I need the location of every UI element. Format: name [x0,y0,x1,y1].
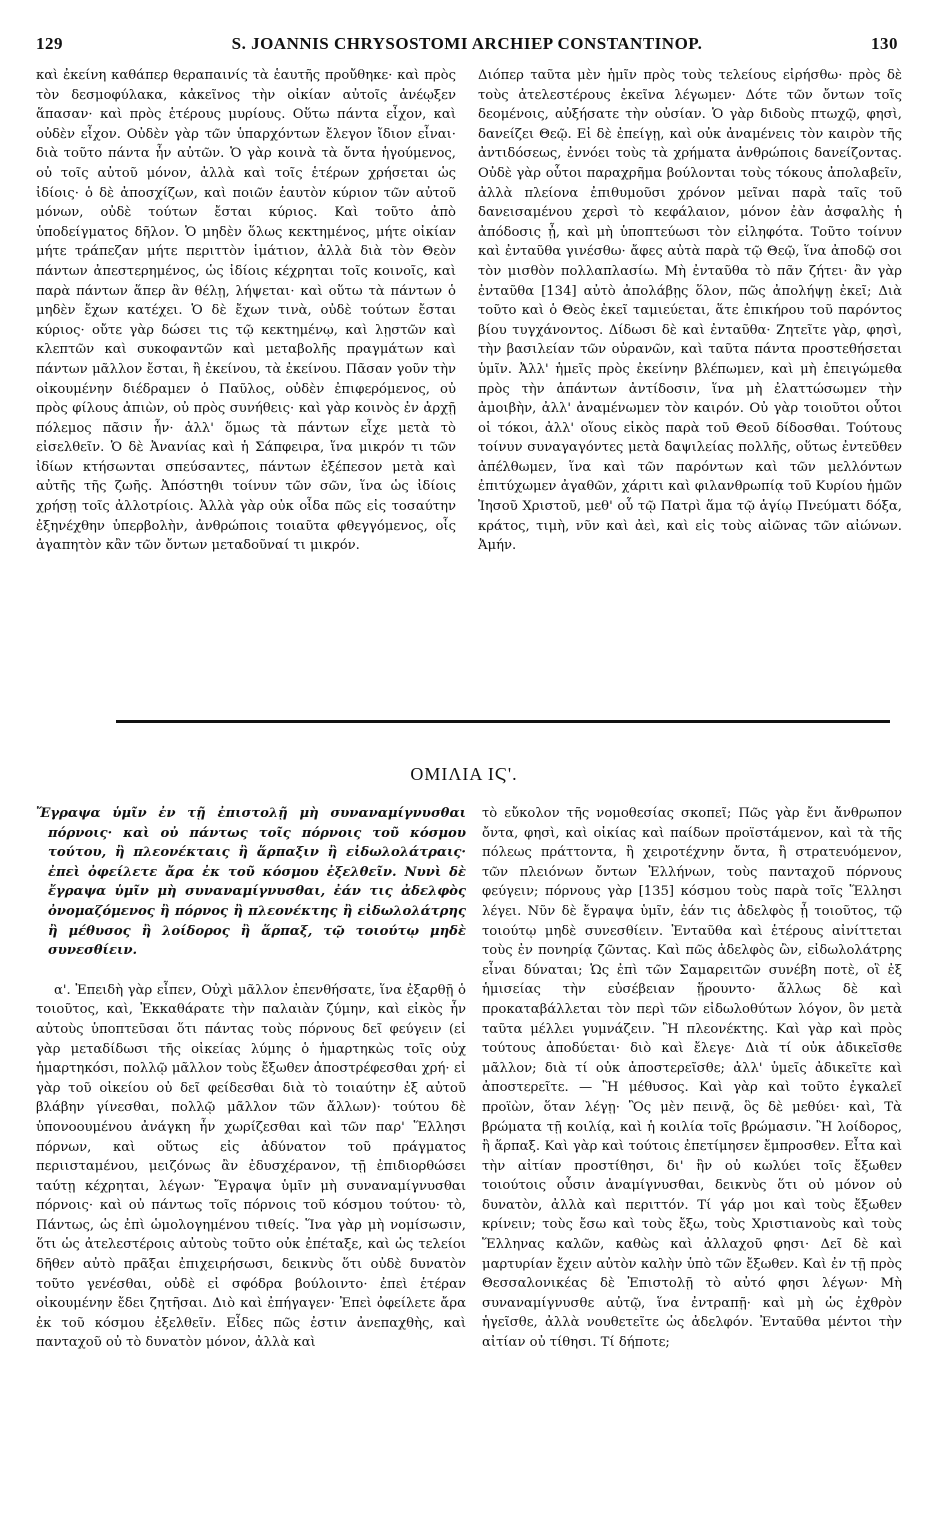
running-head: S. JOANNIS CHRYSOSTOMI ARCHIEP CONSTANTINOP. [231,34,703,53]
lemma-text: Ἔγραψα ὑμῖν ἐν τῇ ἐπιστολῇ μὴ συναναμίγνυσθαι πόρνοις· καὶ οὐ πάντως τοῖς πόρνοις τοῦ κόσμου τούτου, ἢ πλεονέκταις ἢ ἅρπαξιν ἢ εἰδωλολάτραις· ἐπεὶ ὀφείλετε ἄρα ἐκ τοῦ κόσμου ἐξελθεῖν. Νυνὶ δὲ ἔγραψα ὑμῖν μὴ συναναμίγνυσθαι, ἐάν τις ἀδελφὸς ὀνομαζόμενος ἢ πόρνος ἢ πλεονέκτης ἢ εἰδωλολάτρης ἢ μέθυσος ἢ λοίδορος ἢ ἅρπαξ, τῷ τοιούτῳ μηδὲ συνεσθίειν. [36,806,466,959]
page-header [36,34,898,60]
homily-title: ΟΜΙΛΙΑ ΙϚ'. [410,764,518,784]
top-left-column [36,66,456,556]
paragraph: καὶ ἐκείνη καθάπερ θεραπαινίς τὰ ἑαυτῆς προὔθηκε· καὶ πρὸς τὸν δεσμοφύλακα, κἀκεῖνος τὴν οἰκίαν αὐτοῖς ἀνέῳξεν ἅπασαν· καὶ πρὸς ἑτέρους μυρίους. Οὕτω πάντα εἶχον, καὶ οὐδὲν εἶχον. Οὐδὲν γὰρ τῶν ὑπαρχόντων ἔλεγον ἴδιον εἶναι· διὰ τοῦτο πάντα ἦν αὐτῶν. Ὁ γὰρ κοινὰ τὰ ὄντα ἡγούμενος, οὐ τοῖς αὐτοῦ μόνον, ἀλλὰ καὶ τοῖς ἑτέρων χρήσεται ὡς ἰδίοις· ὁ δὲ ἀποσχίζων, καὶ ποιῶν ἑαυτὸν κύριον τῶν αὐτοῦ μόνων, οὐδὲ τούτων ἔσται κύριος. Καὶ τοῦτο ἀπὸ ὑποδείγματος δῆλον. Ὁ μηδὲν ὅλως κεκτημένος, μήτε οἰκίαν μήτε τράπεζαν μήτε περιττὸν ἱμάτιον, ἀλλὰ διὰ τὸν Θεὸν πάντων ἀπεστερημένος, ὡς ἰδίοις κέχρηται τοῖς κοινοῖς, καὶ παρὰ πάντων ἅπερ ἂν θέλῃ, λήψεται· καὶ οὕτω τὰ πάντων ὁ μηδὲν ἔχων κατέχει. Ὁ δὲ ἔχων τινὰ, οὐδὲ τούτων ἔσται κύριος· οὔτε γὰρ δώσει τις τῷ κεκτημένῳ, καὶ λῃστῶν καὶ κλεπτῶν καὶ συκοφαντῶν καὶ μεταβολῆς πραγμάτων καὶ πάντων μᾶλλον ἔσται, ἢ ἐκείνου, τὰ ἐκείνου. Πᾶσαν γοῦν τὴν οἰκουμένην διέδραμεν ὁ Παῦλος, οὐδὲν ἐπιφερόμενος, οὐ πρὸς φίλους ἀπιὼν, οὐ πρὸς συνήθεις· καὶ γὰρ κοινὸς ἐν ἀρχῇ πόλεμος πᾶσιν ἦν· ἀλλ' ὅμως τὰ πάντων εἶχε μετὰ τὸ εἰσελθεῖν. Ὁ δὲ Ἀνανίας καὶ ἡ Σάπφειρα, ἵνα μικρόν τι τῶν ἰδίων κτήσωνται σπεύσαντες, πάντων ἐξέπεσον μετὰ καὶ αὐτῆς τῆς ζωῆς. Ἀπόστηθι τοίνυν τῶν σῶν, ἵνα ὡς ἰδίοις χρήσῃ τοῖς ἀλλοτρίοις. Ἀλλὰ γὰρ οὐκ οἶδα πῶς εἰς τοσαύτην ἐξηνέχθην ὑπερβολὴν, ἀνθρώποις τοιαῦτα φθεγγόμενος, οἷς ἀγαπητὸν κἂν τῶν ὄντων μεταδοῦναί τι μικρόν. [36,68,456,554]
paragraph: Διόπερ ταῦτα μὲν ἡμῖν πρὸς τοὺς τελείους εἰρήσθω· πρὸς δὲ τοὺς ἀτελεστέρους ἐκεῖνα λέγωμεν· Δότε τῶν ὄντων τοῖς δεομένοις, αὐξήσατε τὴν οὐσίαν. Ὁ γὰρ διδοὺς πτωχῷ, φησὶ, δανείζει Θεῷ. Εἰ δὲ ἐπείγῃ, καὶ οὐκ ἀναμένεις τὸν καιρὸν τῆς ἀντιδόσεως, ἐννόει τοὺς τὰ χρήματα ἀνθρώποις δανείζοντας. Οὐδὲ γὰρ οὗτοι παραχρῆμα βούλονται τοὺς τόκους ἀπολαβεῖν, ἀλλὰ πλείονα ἐπιθυμοῦσι χρόνον μεῖναι παρὰ ταῖς τοῦ δανεισαμένου χερσὶ τὸ κεφάλαιον, μόνον ἐὰν ἀσφαλὴς ἡ ἀπόδοσις ᾖ, καὶ μὴ ὑποπτεύωσι τὸν εἰληφότα. Τοῦτο τοίνυν καὶ ἐνταῦθα γινέσθω· ἄφες αὐτὰ παρὰ τῷ Θεῷ, ἵνα ἀποδῷ σοι τὸν μισθὸν πολλαπλασίω. Μὴ ἐνταῦθα τὸ πᾶν ζήτει· ἂν γὰρ ἐνταῦθα [134] αὐτὸ ἀπολάβῃς ὅλον, πῶς ἀπολήψῃ ἐκεῖ; Διὰ τοῦτο καὶ ὁ Θεὸς ἐκεῖ ταμιεύεται, ἅτε ἐπικήρου τοῦ παρόντος βίου τυγχάνοντος. Δίδωσι δὲ καὶ ἐνταῦθα· Ζητεῖτε γὰρ, φησὶ, τὴν βασιλείαν τῶν οὐρανῶν, καὶ ταῦτα πάντα προστεθήσεται ὑμῖν. Ἀλλ' ἡμεῖς πρὸς ἐκείνην βλέπωμεν, καὶ μὴ ἐπειγώμεθα πρὸς τὴν ἁπάντων ἀντίδοσιν, ἵνα μὴ ἐλαττώσωμεν τὴν ἀμοιβὴν, ἀλλ' ἀναμένωμεν τὸν καιρόν. Οὐ γὰρ τοιοῦτοι οὗτοι οἱ τόκοι, ἀλλ' οἵους εἰκὸς παρὰ τοῦ Θεοῦ δίδοσθαι. Τούτους τοίνυν συναγαγόντες μετὰ δαψιλείας πολλῆς, οὕτως ἐντεῦθεν ἀπέλθωμεν, ἵνα καὶ τῶν παρόντων καὶ τῶν μελλόντων ἐπιτύχωμεν ἀγαθῶν, χάριτι καὶ φιλανθρωπίᾳ τοῦ Κυρίου ἡμῶν Ἰησοῦ Χριστοῦ, μεθ' οὗ τῷ Πατρὶ ἅμα τῷ ἁγίῳ Πνεύματι δόξα, κράτος, τιμὴ, νῦν καὶ ἀεὶ, καὶ εἰς τοὺς αἰῶνας τῶν αἰώνων. Ἀμήν. [478,68,902,554]
page-number-left: 129 [36,34,63,53]
scripture-lemma [36,804,466,961]
bottom-right-column [482,804,902,1353]
top-right-column [478,66,902,556]
paragraph: τὸ εὔκολον τῆς νομοθεσίας σκοπεῖ; Πῶς γὰρ ἔνι ἄνθρωπον ὄντα, φησὶ, καὶ οἰκίας καὶ παίδων προϊστάμενον, καὶ τὰ τῆς πόλεως πράττοντα, ἢ χειροτέχνην ὄντα, ἢ στρατευόμενον, τῶν πλειόνων ὄντων Ἑλλήνων, τοὺς πανταχοῦ πόρνους φεύγειν; πόρνους γὰρ [135] κόσμου τοὺς παρὰ τοῖς Ἕλλησι λέγει. Νῦν δὲ ἔγραψα ὑμῖν, ἐάν τις ἀδελφὸς ᾖ τοιοῦτος, τῷ τοιούτῳ μηδὲ συνεσθίειν. Ἐνταῦθα καὶ ἑτέρους αἰνίττεται τοὺς ἐν πονηρίᾳ ζῶντας. Καὶ πῶς ἀδελφὸς ὢν, εἰδωλολάτρης εἶναι δύναται; Ὡς ἐπὶ τῶν Σαμαρειτῶν συνέβη ποτὲ, οἳ ἐξ ἡμισείας τὴν εὐσέβειαν ᾕρουντο· ἄλλως δὲ καὶ προκαταβάλλεται τὸν περὶ τῶν εἰδωλοθύτων λόγον, ὃν μετὰ ταῦτα μέλλει γυμνάζειν. Ἢ πλεονέκτης. Καὶ γὰρ καὶ πρὸς τούτους ἀποδύεται· διὸ καὶ ἔλεγε· Διὰ τί οὐκ ἀδικεῖσθε μᾶλλον; διὰ τί οὐκ ἀποστερεῖσθε; ἀλλ' ὑμεῖς ἀδικεῖτε καὶ ἀποστερεῖτε. — Ἢ μέθυσος. Καὶ γὰρ καὶ τοῦτο ἐγκαλεῖ προϊὼν, ὅταν λέγῃ· Ὃς μὲν πεινᾷ, ὃς δὲ μεθύει· καὶ, Τὰ βρώματα τῇ κοιλίᾳ, καὶ ἡ κοιλία τοῖς βρώμασιν. Ἢ λοίδορος, ἢ ἅρπαξ. Καὶ γὰρ καὶ τούτοις ἐπετίμησεν ἔμπροσθεν. Εἶτα καὶ τὴν αἰτίαν προστίθησι, δι' ἣν οὐ κωλύει τοῖς ἔξωθεν τοιούτοις οὖσιν ἀναμίγνυσθαι, δεικνὺς ὅτι οὐ μόνον οὐ δυνατὸν, ἀλλὰ καὶ περιττόν. Τί γάρ μοι καὶ τοὺς ἔξωθεν κρίνειν; τοὺς ἔσω καὶ τοὺς ἔξω, τοὺς Χριστιανοὺς καὶ τοὺς Ἕλληνας καλῶν, καθὼς καὶ ἀλλαχοῦ φησι· Δεῖ δὲ καὶ μαρτυρίαν ἔχειν αὐτὸν καλὴν ὑπὸ τῶν ἔξωθεν. Καὶ ἐν τῇ πρὸς Θεσσαλονικέας δὲ Ἐπιστολῇ τὸ αὐτό φησι λέγων· Μὴ συναναμίγνυσθε αὐτῷ, ἵνα ἐντραπῇ· καὶ μὴ ὡς ἐχθρὸν ἡγεῖσθε, ἀλλὰ νουθετεῖτε ὡς ἀδελφόν. Ἐνταῦθα μέντοι τὴν αἰτίαν οὐ τίθησι. Τί δήποτε; [482,806,902,1351]
bottom-left-column [36,804,466,1353]
page-number-right: 130 [871,34,898,53]
paragraph: α'. Ἐπειδὴ γὰρ εἶπεν, Οὐχὶ μᾶλλον ἐπενθήσατε, ἵνα ἐξαρθῇ ὁ τοιοῦτος, καὶ, Ἐκκαθάρατε τὴν παλαιὰν ζύμην, καὶ εἰκὸς ἦν αὐτοὺς ὑποπτεῦσαι ὅτι πάντας τοὺς πόρνους δεῖ φεύγειν (εἰ γὰρ μεταδίδωσι τῆς οἰκείας λύμης ὁ ἡμαρτηκὼς τοῖς οὐχ ἡμαρτηκόσι, πολλῷ μᾶλλον τοὺς ἔξωθεν ἀποστρέφεσθαι χρή· εἰ γὰρ τοῦ οἰκείου οὐ δεῖ φείδεσθαι διὰ τὸ τοιαύτην ἐξ αὐτοῦ βλάβην γίνεσθαι, πολλῷ μᾶλλον τῶν ἄλλων)· τούτου δὲ ὑπονοουμένου ἀνάγκη ἦν χωρίζεσθαι καὶ τῶν παρ' Ἕλλησι πόρνων, καὶ οὕτως εἰς ἀδύνατον τοῦ πράγματος περιισταμένου, μειζόνως ἂν ἐδυσχέρανον, τῇ ἐπιδιορθώσει ταύτῃ κέχρηται, λέγων· Ἔγραψα ὑμῖν μὴ συναναμίγνυσθαι πόρνοις· καὶ οὐ πάντως τοῖς πόρνοις τοῦ κόσμου τούτου· τὸ, Πάντως, ὡς ἐπὶ ὡμολογημένου τιθείς. Ἵνα γὰρ μὴ νομίσωσιν, ὅτι ὡς ἀτελεστέροις αὐτοὺς τοῦτο οὐκ ἐπέταξε, καὶ ὡς τελείοι δῆθεν αὐτὸ πρᾶξαι ἐπιχειρήσωσι, δεικνὺς ὅτι οὐδὲ δυνατὸν τοῦτο γενέσθαι, οὐδὲ εἰ σφόδρα βούλοιντο· ἐπεὶ ἑτέραν οἰκουμένην ἔδει ζητῆσαι. Διὸ καὶ ἐπήγαγεν· Ἐπεὶ ὀφείλετε ἄρα ἐκ τοῦ κόσμου ἐξελθεῖν. Εἶδες πῶς ἐστιν ἀνεπαχθὴς, καὶ πανταχοῦ οὐ τὸ δυνατὸν μόνον, ἀλλὰ καὶ [36,982,466,1351]
section-divider [116,720,890,723]
